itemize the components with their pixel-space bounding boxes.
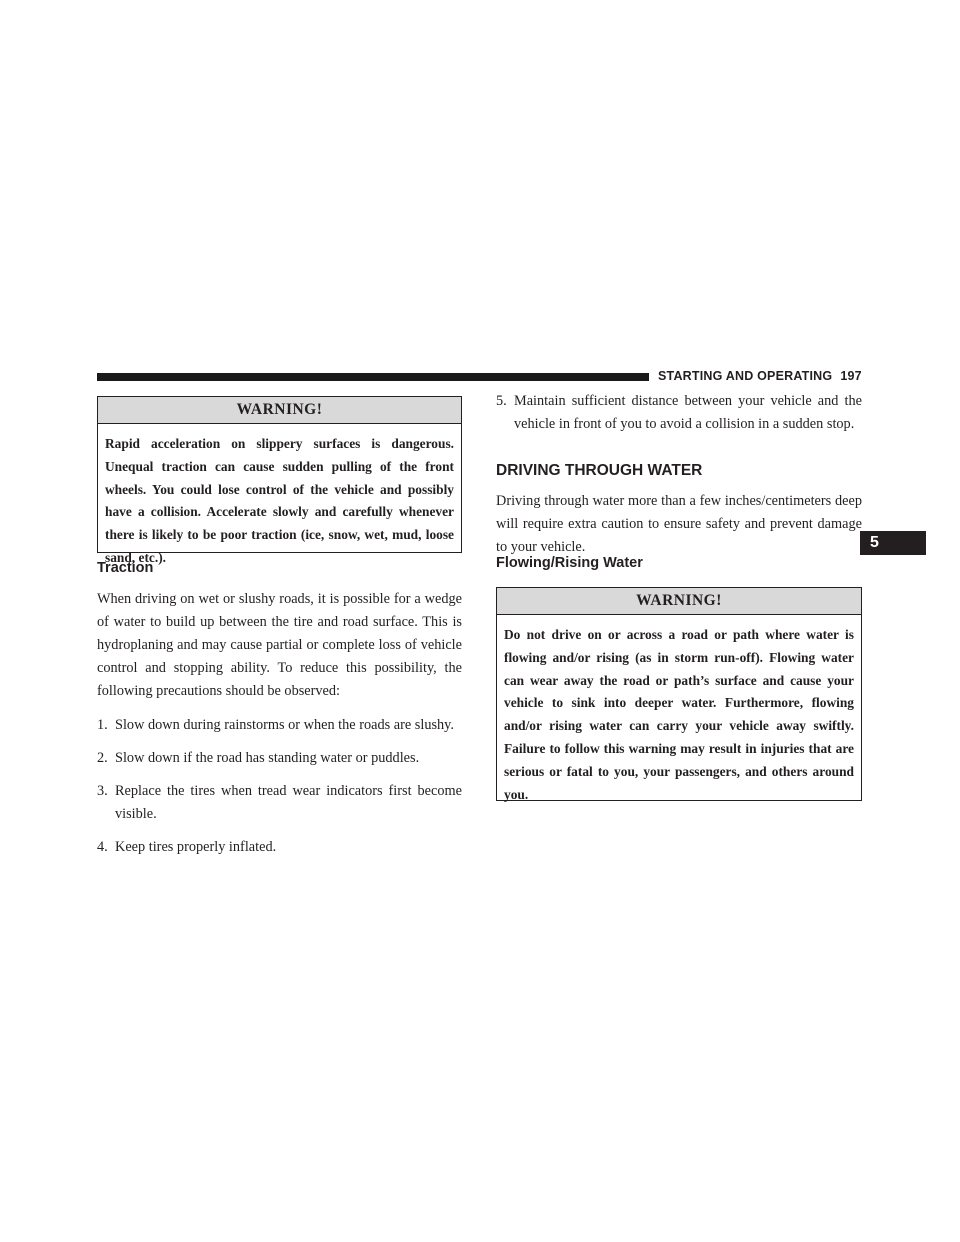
- water-paragraph: Driving through water more than a few inches/centimeters deep will require extra caution to ensure safety and prevent damage to your vehicle.: [496, 493, 862, 555]
- list-item: 4. Keep tires properly inflated.: [97, 839, 277, 855]
- list-item: 1. Slow down during rainstorms or when the roads are slushy.: [97, 717, 454, 733]
- warning-box-flowing-water: [496, 587, 862, 801]
- driving-through-water-heading: DRIVING THROUGH WATER: [496, 462, 703, 479]
- warning-title: WARNING!: [497, 588, 861, 615]
- list-item: 2. Slow down if the road has standing water or puddles.: [97, 750, 420, 766]
- running-header: [658, 369, 862, 383]
- list-item: 3. Replace the tires when tread wear indicators first become visible.: [97, 783, 462, 822]
- list-item: 5. Maintain sufficient distance between your vehicle and the vehicle in front of you to avoid a collision in a sudden stop.: [496, 393, 862, 432]
- traction-heading: Traction: [97, 560, 154, 576]
- page-number: 197: [840, 369, 862, 383]
- warning-title: WARNING!: [98, 397, 461, 424]
- warning-text: Rapid acceleration on slippery surfaces is dangerous. Unequal traction can cause sudden pulling of the front wheels. You could lose control of the vehicle and possibly have a collision. Accelerate slowly and carefully whenever there is likely to be poor traction (ice, snow, wet, mud, loose sand, etc.).: [105, 436, 454, 565]
- warning-text: Do not drive on or across a road or path where water is flowing and/or rising (as in storm run-off). Flowing water can wear away the road or path’s surface and cause your vehicle to sink into deeper water. Furthermore, flowing and/or rising water can carry your vehicle away swiftly. Failure to follow this warning may result in injuries that are serious or fatal to you, your passengers, and others around you.: [504, 627, 854, 802]
- header-section-title: STARTING AND OPERATING: [658, 369, 833, 383]
- chapter-tab: 5: [860, 531, 926, 555]
- warning-box-slippery: [97, 396, 462, 565]
- water-section: [496, 490, 862, 559]
- traction-section: [97, 588, 462, 859]
- right-list-top: [496, 390, 862, 436]
- header-rule: [97, 373, 649, 381]
- traction-paragraph: When driving on wet or slushy roads, it is possible for a wedge of water to build up between the tire and road surface. This is hydroplaning and may cause partial or complete loss of vehicle control and stopping ability. To reduce this possibility, the following precautions should be observed:: [97, 591, 462, 699]
- flowing-rising-water-heading: Flowing/Rising Water: [496, 555, 643, 571]
